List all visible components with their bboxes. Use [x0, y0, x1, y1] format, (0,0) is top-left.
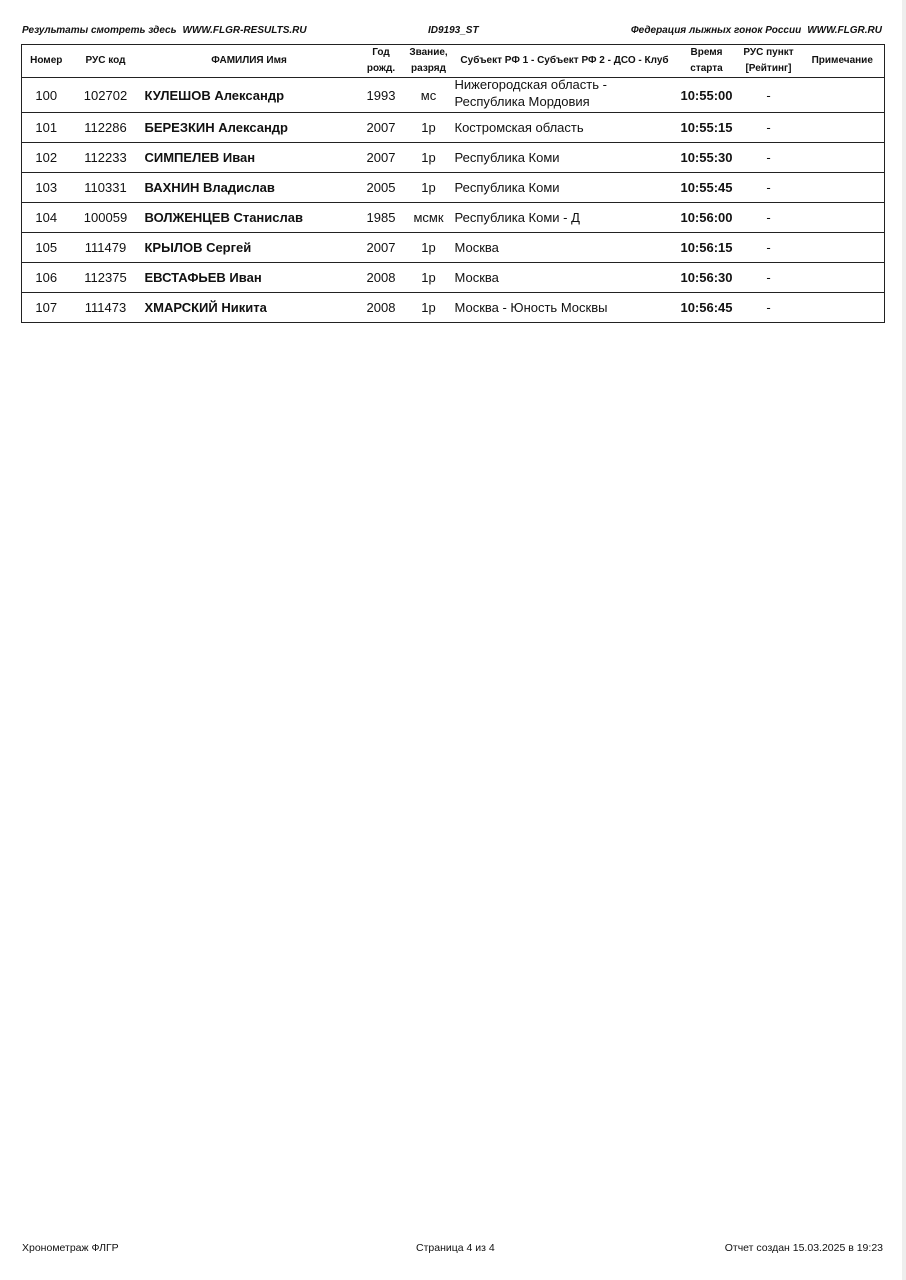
- col-header-rank: [405, 45, 453, 78]
- col-header-year-line2: рожд.: [366, 63, 396, 74]
- cell-note: [801, 143, 885, 173]
- cell-rus-code: 112233: [71, 143, 141, 173]
- cell-region: [453, 78, 677, 113]
- cell-points: -: [737, 233, 801, 263]
- cell-year: 2007: [358, 233, 405, 263]
- col-header-points-line2: [Рейтинг]: [745, 63, 792, 74]
- table-row: [22, 143, 885, 173]
- col-header-start-line2: старта: [690, 63, 723, 74]
- cell-rus-code: 111473: [71, 293, 141, 323]
- col-header-note: Примечание: [801, 45, 885, 78]
- cell-start-time: 10:56:45: [677, 293, 737, 323]
- report-created: Отчет создан 15.03.2025 в 19:23: [724, 1242, 883, 1254]
- federation-name: Федерация лыжных гонок России: [630, 25, 802, 36]
- cell-start-time: 10:56:15: [677, 233, 737, 263]
- table-row: [22, 78, 885, 113]
- cell-name: КРЫЛОВ Сергей: [141, 233, 358, 263]
- table-row: [22, 173, 885, 203]
- col-header-points: [737, 45, 801, 78]
- cell-rank: 1р: [405, 233, 453, 263]
- cell-number: 102: [22, 143, 71, 173]
- table-row: [22, 263, 885, 293]
- cell-note: [801, 203, 885, 233]
- cell-number: 100: [22, 78, 71, 113]
- cell-rus-code: 100059: [71, 203, 141, 233]
- cell-region: [453, 113, 677, 143]
- cell-rank: 1р: [405, 173, 453, 203]
- results-link-line: [22, 25, 307, 36]
- cell-rus-code: 111479: [71, 233, 141, 263]
- timing-credit: Хронометраж ФЛГР: [22, 1242, 119, 1254]
- table-header-row: [22, 45, 885, 78]
- cell-number: 105: [22, 233, 71, 263]
- cell-region: [453, 293, 677, 323]
- col-header-year: [358, 45, 405, 78]
- cell-points: -: [737, 293, 801, 323]
- col-header-name: ФАМИЛИЯ Имя: [141, 45, 358, 78]
- cell-start-time: 10:56:00: [677, 203, 737, 233]
- cell-name: ЕВСТАФЬЕВ Иван: [141, 263, 358, 293]
- cell-note: [801, 233, 885, 263]
- cell-region-text: Республика Коми - Д: [454, 210, 580, 225]
- cell-rus-code: 110331: [71, 173, 141, 203]
- cell-name: СИМПЕЛЕВ Иван: [141, 143, 358, 173]
- cell-points: -: [737, 113, 801, 143]
- cell-rank: мс: [405, 78, 453, 113]
- table-row: [22, 233, 885, 263]
- table-row: [22, 113, 885, 143]
- cell-points: -: [737, 203, 801, 233]
- col-header-start-line1: Время: [690, 47, 723, 58]
- cell-year: 2008: [358, 293, 405, 323]
- cell-number: 103: [22, 173, 71, 203]
- cell-points: -: [737, 263, 801, 293]
- cell-number: 106: [22, 263, 71, 293]
- cell-note: [801, 263, 885, 293]
- cell-rank: мсмк: [405, 203, 453, 233]
- cell-year: 2005: [358, 173, 405, 203]
- cell-region-text: Москва: [454, 270, 499, 285]
- cell-rus-code: 112375: [71, 263, 141, 293]
- cell-region: [453, 263, 677, 293]
- cell-points: -: [737, 173, 801, 203]
- cell-year: 1985: [358, 203, 405, 233]
- cell-region-text: Республика Коми: [454, 180, 560, 195]
- col-header-start: [677, 45, 737, 78]
- cell-region-text: Москва: [454, 240, 499, 255]
- cell-note: [801, 173, 885, 203]
- cell-name: ВАХНИН Владислав: [141, 173, 358, 203]
- cell-region-text: Республика Коми: [454, 150, 560, 165]
- cell-region: [453, 173, 677, 203]
- col-header-rus-code: РУС код: [71, 45, 141, 78]
- col-header-number: Номер: [22, 45, 71, 78]
- cell-start-time: 10:55:00: [677, 78, 737, 113]
- results-site-link[interactable]: WWW.FLGR-RESULTS.RU: [182, 25, 307, 36]
- cell-year: 2007: [358, 143, 405, 173]
- cell-note: [801, 293, 885, 323]
- page-edge: [902, 0, 906, 1280]
- col-header-points-line1: РУС пункт: [743, 47, 794, 58]
- cell-rus-code: 102702: [71, 78, 141, 113]
- col-header-rank-line2: разряд: [411, 63, 446, 74]
- federation-line: [631, 25, 882, 36]
- cell-start-time: 10:56:30: [677, 263, 737, 293]
- cell-rank: 1р: [405, 113, 453, 143]
- cell-rus-code: 112286: [71, 113, 141, 143]
- report-footer: [22, 1242, 884, 1256]
- cell-start-time: 10:55:15: [677, 113, 737, 143]
- cell-number: 101: [22, 113, 71, 143]
- cell-name: ВОЛЖЕНЦЕВ Станислав: [141, 203, 358, 233]
- cell-name: КУЛЕШОВ Александр: [141, 78, 358, 113]
- cell-note: [801, 78, 885, 113]
- results-label: Результаты смотреть здесь: [22, 25, 177, 36]
- cell-points: -: [737, 78, 801, 113]
- cell-note: [801, 113, 885, 143]
- cell-region: [453, 203, 677, 233]
- cell-rank: 1р: [405, 293, 453, 323]
- col-header-rank-line1: Звание,: [409, 47, 448, 58]
- event-id: ID9193_ST: [428, 25, 479, 36]
- col-header-region: Субъект РФ 1 - Субъект РФ 2 - ДСО - Клуб: [453, 45, 677, 78]
- cell-rank: 1р: [405, 263, 453, 293]
- cell-region: [453, 233, 677, 263]
- cell-region-text: Москва - Юность Москвы: [454, 300, 608, 315]
- cell-name: БЕРЕЗКИН Александр: [141, 113, 358, 143]
- col-header-year-line1: Год: [372, 47, 390, 58]
- cell-start-time: 10:55:45: [677, 173, 737, 203]
- cell-year: 2008: [358, 263, 405, 293]
- report-header: [22, 25, 884, 39]
- start-list-table: [21, 44, 885, 323]
- cell-number: 104: [22, 203, 71, 233]
- cell-points: -: [737, 143, 801, 173]
- cell-region-text: Костромская область: [454, 120, 584, 135]
- cell-region-text: Нижегородская область - Республика Мордовия: [454, 77, 607, 109]
- cell-year: 2007: [358, 113, 405, 143]
- cell-name: ХМАРСКИЙ Никита: [141, 293, 358, 323]
- cell-rank: 1р: [405, 143, 453, 173]
- cell-region: [453, 143, 677, 173]
- page-number: Страница 4 из 4: [416, 1242, 495, 1254]
- cell-start-time: 10:55:30: [677, 143, 737, 173]
- cell-year: 1993: [358, 78, 405, 113]
- cell-number: 107: [22, 293, 71, 323]
- table-row: [22, 203, 885, 233]
- table-row: [22, 293, 885, 323]
- federation-site-link[interactable]: WWW.FLGR.RU: [807, 25, 882, 36]
